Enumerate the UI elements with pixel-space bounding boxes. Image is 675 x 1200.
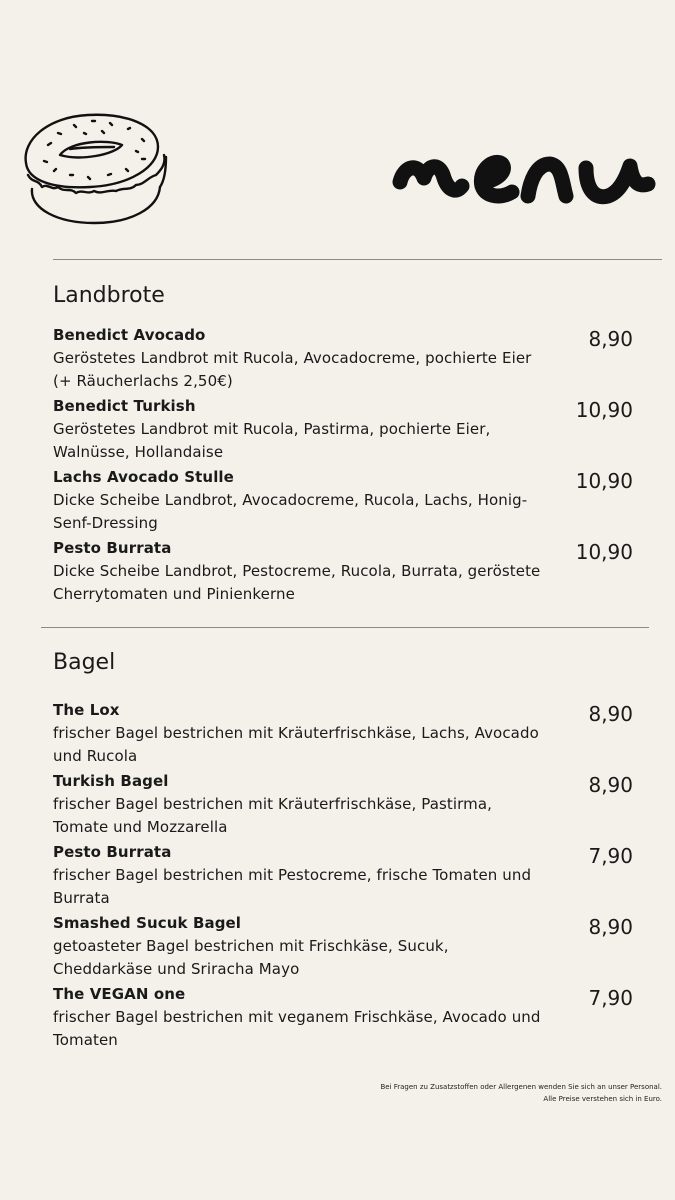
item-price: 10,90 [575,398,633,422]
item-price: 8,90 [588,773,633,797]
item-description: Dicke Scheibe Landbrot, Avocadocreme, Rucola, Lachs, Honig-Senf-Dressing [53,491,528,532]
item-name: Benedict Turkish [53,397,196,415]
item-description: Geröstetes Landbrot mit Rucola, Pastirma, pochierte Eier, Walnüsse, Hollandaise [53,420,491,461]
menu-list-landbrote [53,325,635,609]
menu-item [53,913,635,984]
item-name: Pesto Burrata [53,843,172,861]
item-description: getoasteter Bagel bestrichen mit Frischkäse, Sucuk, Cheddarkäse und Sriracha Mayo [53,937,449,978]
price-note: Alle Preise verstehen sich in Euro. [543,1095,662,1103]
divider [53,259,662,260]
item-name: The VEGAN one [53,985,186,1003]
item-price: 10,90 [575,469,633,493]
item-description: frischer Bagel bestrichen mit Kräuterfrischkäse, Pastirma, Tomate und Mozzarella [53,795,493,836]
menu-item [53,700,635,771]
menu-item [53,771,635,842]
item-price: 10,90 [575,540,633,564]
item-description: Geröstetes Landbrot mit Rucola, Avocadocreme, pochierte Eier (+ Räucherlachs 2,50€) [53,349,532,390]
item-name: Pesto Burrata [53,539,172,557]
item-description: frischer Bagel bestrichen mit veganem Frischkäse, Avocado und Tomaten [53,1008,541,1049]
item-price: 8,90 [588,915,633,939]
menu-item [53,984,635,1055]
menu-item [53,396,635,467]
item-description: Dicke Scheibe Landbrot, Pestocreme, Rucola, Burrata, geröstete Cherrytomaten und Pinienkerne [53,562,541,603]
item-name: Lachs Avocado Stulle [53,468,234,486]
item-price: 8,90 [588,702,633,726]
item-description: frischer Bagel bestrichen mit Kräuterfrischkäse, Lachs, Avocado und Rucola [53,724,539,765]
section-title-bagel: Bagel [53,650,116,675]
footer-notes [380,1081,662,1105]
menu-item [53,538,635,609]
item-price: 8,90 [588,327,633,351]
item-price: 7,90 [588,986,633,1010]
item-name: Turkish Bagel [53,772,169,790]
menu-item [53,467,635,538]
menu-list-bagel [53,700,635,1055]
item-price: 7,90 [588,844,633,868]
item-name: Smashed Sucuk Bagel [53,914,242,932]
menu-logo [390,148,665,216]
menu-item [53,842,635,913]
menu-item [53,325,635,396]
allergen-note: Bei Fragen zu Zusatzstoffen oder Allergenen wenden Sie sich an unser Personal. [380,1083,662,1091]
divider [41,627,649,628]
section-title-landbrote: Landbrote [53,283,165,308]
item-description: frischer Bagel bestrichen mit Pestocreme, frische Tomaten und Burrata [53,866,532,907]
bagel-icon [18,105,173,235]
item-name: The Lox [53,701,120,719]
item-name: Benedict Avocado [53,326,206,344]
